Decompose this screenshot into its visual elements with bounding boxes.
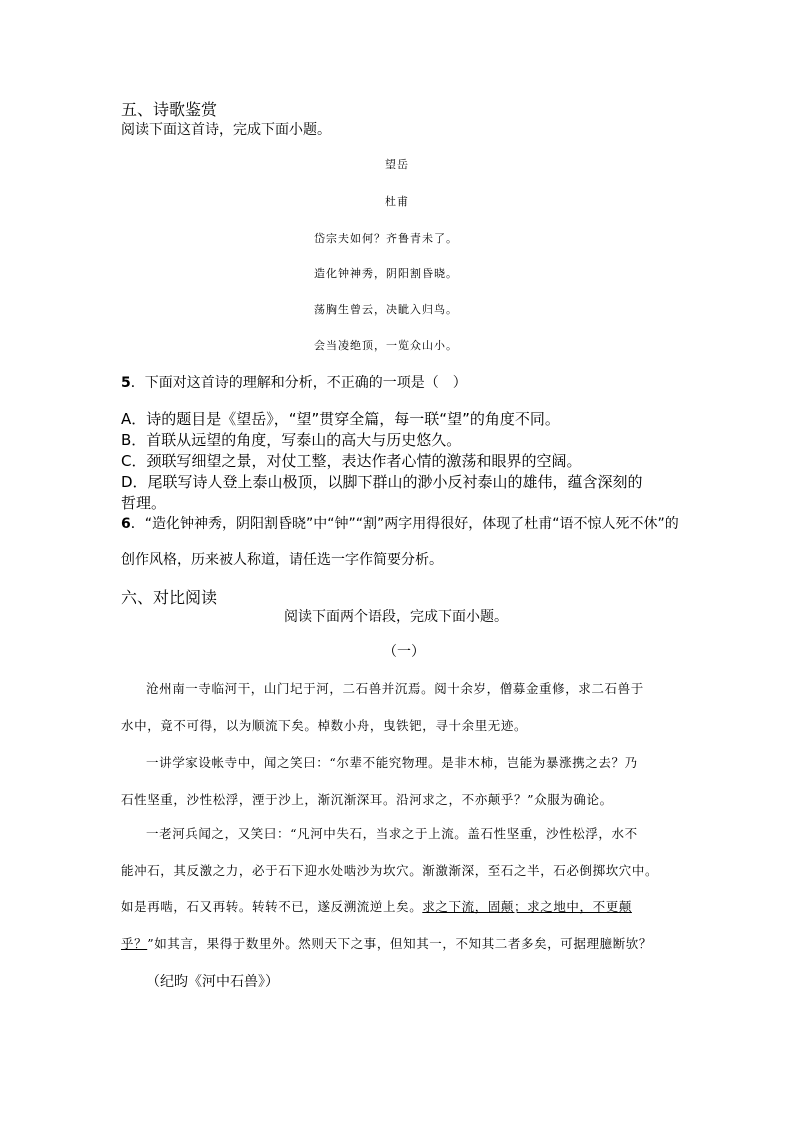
passage-p1-line-2: 水中，竟不可得，以为顺流下矣。棹数小舟，曳铁钯，寻十余里无迹。 [121, 718, 528, 733]
passage-source: （纪昀《河中石兽》） [146, 974, 279, 990]
passage-p1-line-1: 沧州南一寺临河干，山门圮于河，二石兽并沉焉。阅十余岁，僧募金重修，求二石兽于 [146, 681, 644, 696]
passage-p3-line-3 [121, 897, 632, 915]
passage-p3-line-4 [121, 934, 652, 952]
poem-line-2: 造化钟神秀，阴阳割昏晓。 [314, 267, 458, 280]
section6-instruction: 阅读下面两个语段，完成下面小题。 [284, 609, 508, 625]
q5-option-c: C．颈联写细望之景，对仗工整，表达作者心情的激荡和眼界的空阔。 [121, 452, 582, 470]
q5-option-d-cont: 哲理。 [121, 494, 167, 512]
section5-instruction: 阅读下面这首诗，完成下面小题。 [121, 122, 331, 138]
q5-option-b: B．首联从远望的角度，写泰山的高大与历史悠久。 [121, 431, 462, 449]
passage-underlined-sentence: 求之下流，固颠；求之地中，不更颠 [422, 899, 632, 914]
passage-p3-line-2: 能冲石，其反激之力，必于石下迎水处啮沙为坎穴。渐激渐深，至石之半，石必倒掷坎穴中。 [121, 863, 659, 878]
passage-part-label: （一） [383, 644, 425, 660]
passage-p3-line-3-plain: 如是再啮，石又再转。转转不已，遂反溯流逆上矣。 [121, 899, 423, 914]
question-6-number: 6 [121, 516, 131, 532]
question-6-text: ．“造化钟神秀，阴阳割昏晓”中“钟”“割”两字用得很好，体现了杜甫“语不惊人死不休”的 [130, 516, 679, 532]
poem-line-1: 岱宗夫如何？齐鲁青未了。 [314, 232, 458, 245]
question-5 [121, 372, 467, 392]
question-5-stem: ．下面对这首诗的理解和分析，不正确的一项是（ ） [130, 375, 467, 391]
poem-line-4: 会当凌绝顶，一览众山小。 [314, 339, 458, 352]
poem-line-3: 荡胸生曾云，决眦入归鸟。 [314, 303, 458, 316]
passage-p2-line-1: 一讲学家设帐寺中，闻之笑曰：“尔辈不能究物理。是非木柿，岂能为暴涨携之去？乃 [146, 755, 638, 770]
q5-option-a: A．诗的题目是《望岳》，“望”贯穿全篇，每一联“望”的角度不同。 [121, 410, 560, 428]
section5-title: 五、诗歌鉴赏 [121, 100, 218, 119]
passage-p2-line-2: 石性坚重，沙性松浮，湮于沙上，渐沉渐深耳。沿河求之，不亦颠乎？”众服为确论。 [121, 792, 613, 807]
q5-option-d: D．尾联写诗人登上泰山极顶，以脚下群山的渺小反衬泰山的雄伟，蕴含深刻的 [121, 473, 643, 491]
poem-author: 杜甫 [385, 195, 409, 208]
passage-p3-line-1: 一老河兵闻之，又笑曰：“凡河中失石，当求之于上流。盖石性坚重，沙性松浮，水不 [146, 826, 638, 841]
question-6-line-1 [121, 513, 679, 533]
passage-p3-line-4-plain: ”如其言，果得于数里外。然则天下之事，但知其一，不知其二者多矣，可据理臆断欤？ [147, 936, 652, 951]
section6-title: 六、对比阅读 [121, 588, 218, 607]
question-5-number: 5 [121, 375, 131, 391]
question-6-line-2: 创作风格，历来被人称道，请任选一字作简要分析。 [121, 552, 443, 568]
poem-title: 望岳 [385, 158, 409, 171]
passage-underlined-end: 乎？ [121, 936, 148, 951]
